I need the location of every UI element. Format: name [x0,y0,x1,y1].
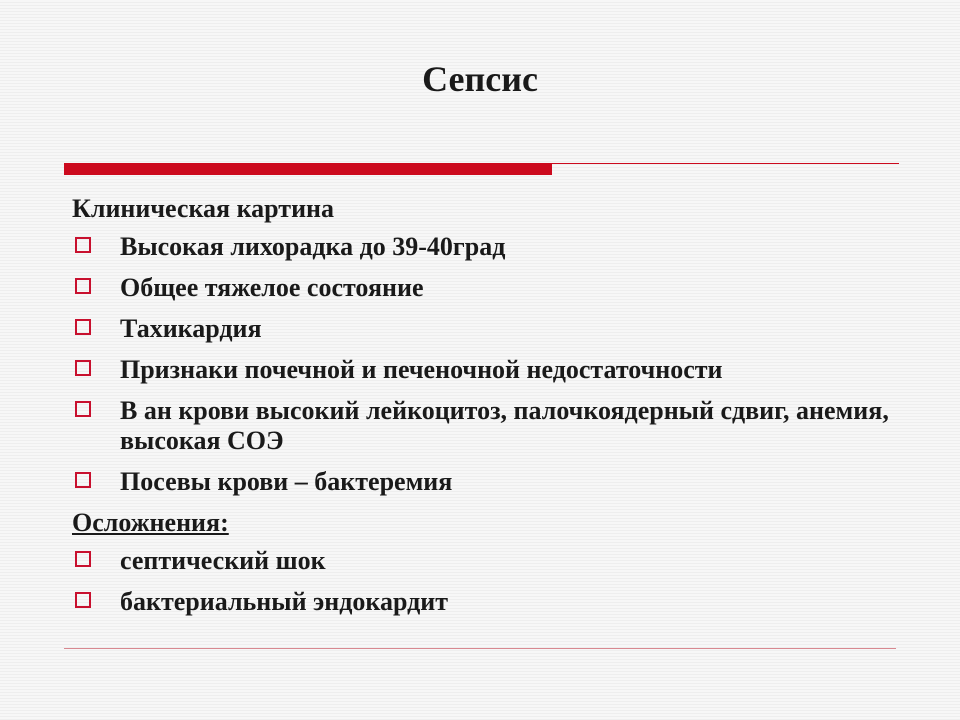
hollow-square-bullet-icon [75,551,91,567]
hollow-square-bullet-icon [75,278,91,294]
list-item [72,587,892,617]
list-item-text: Признаки почечной и печеночной недостаточности [120,355,723,384]
list-item-text: Общее тяжелое состояние [120,273,424,302]
title-underline-thin [552,163,899,164]
section-heading-complications: Осложнения: [72,508,229,537]
hollow-square-bullet-icon [75,237,91,253]
hollow-square-bullet-icon [75,360,91,376]
list-item [72,314,892,344]
section-heading-clinical: Клиническая картина [72,194,335,223]
slide-title: Сепсис [422,59,538,99]
footer-divider [64,648,896,649]
list-item [72,546,892,576]
list-item-text: Посевы крови – бактеремия [120,467,453,496]
hollow-square-bullet-icon [75,401,91,417]
list-item [72,396,892,456]
list-item [72,355,892,385]
title-underline-thick [64,163,552,175]
hollow-square-bullet-icon [75,472,91,488]
hollow-square-bullet-icon [75,592,91,608]
list-item-text: В ан крови высокий лейкоцитоз, палочкоядерный сдвиг, анемия, высокая СОЭ [120,396,889,455]
list-item-text: септический шок [120,546,326,575]
list-item-text: Высокая лихорадка до 39-40град [120,232,506,261]
hollow-square-bullet-icon [75,319,91,335]
list-item-text: Тахикардия [120,314,262,343]
list-item-text: бактериальный эндокардит [120,587,449,616]
list-item [72,273,892,303]
slide-body [72,194,892,628]
list-item [72,232,892,262]
list-item [72,467,892,497]
